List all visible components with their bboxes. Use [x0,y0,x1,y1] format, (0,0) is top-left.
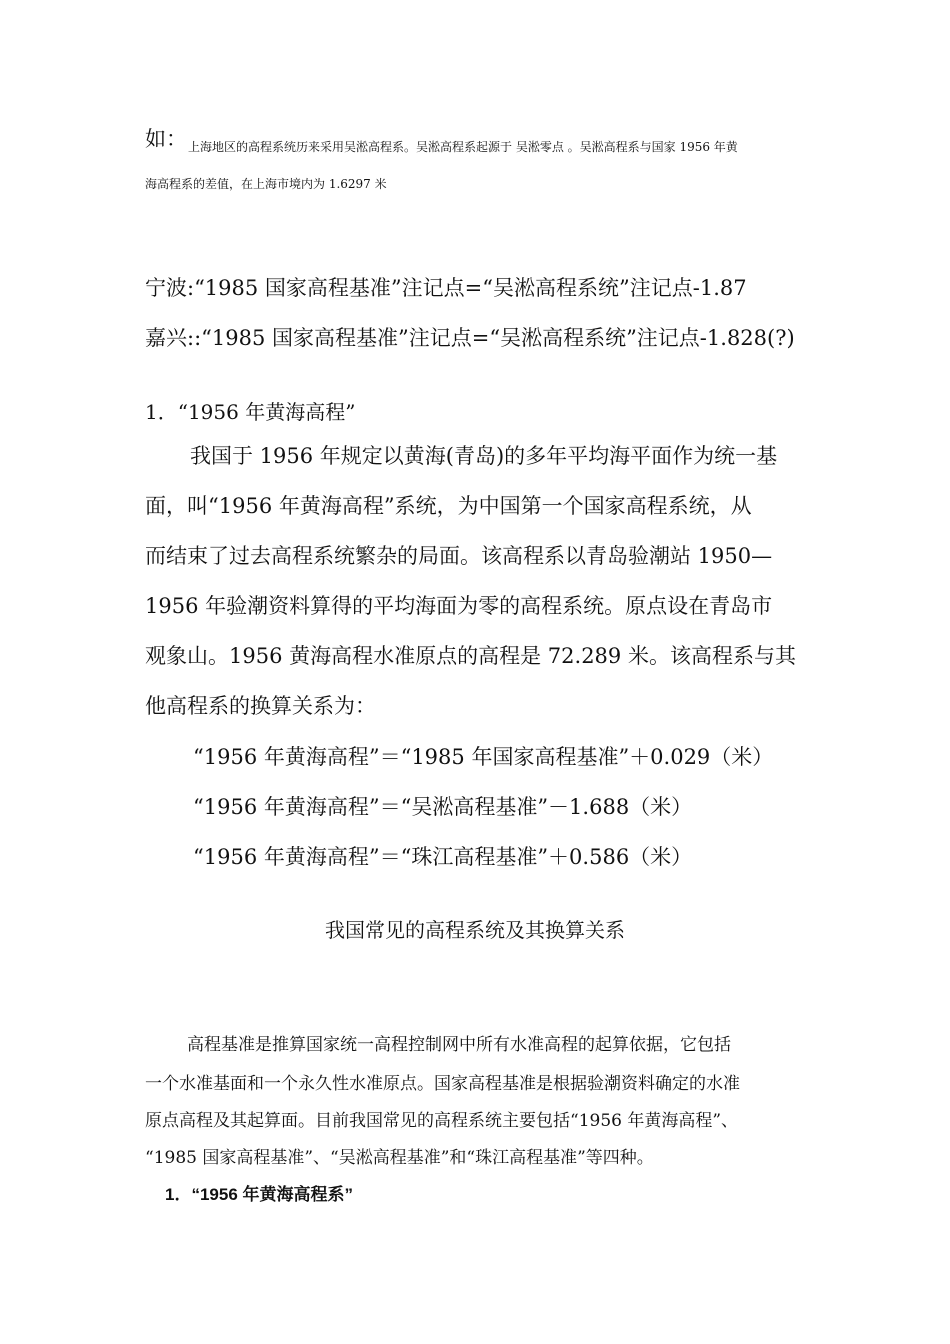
section-2-heading: 1．“1956 年黄海高程系” [165,1185,353,1204]
paragraph-line: 一个水准基面和一个永久性水准原点。国家高程基准是根据验潮资料确定的水准 [145,1074,740,1094]
paragraph-line: 他高程系的换算关系为： [145,694,376,718]
paragraph-line: 观象山。1956 黄海高程水准原点的高程是 72.289 米。该高程系与其 [145,644,796,668]
section-1-heading: 1．“1956 年黄海高程” [145,400,356,424]
intro-line-2: 海高程系的差值，在上海市境内为 1.6297 米 [145,177,387,191]
paragraph-line: “1985 国家高程基准”、“吴淞高程基准”和“珠江高程基准”等四种。 [145,1148,654,1168]
formula-1: “1956 年黄海高程”＝“1985 年国家高程基准”＋0.029（米） [193,745,774,769]
intro-prefix: 如： [145,127,187,151]
formula-3: “1956 年黄海高程”＝“珠江高程基准”＋0.586（米） [193,845,693,869]
paragraph-line: 我国于 1956 年规定以黄海(青岛)的多年平均海平面作为统一基 [190,444,778,468]
paragraph-line: 面，叫“1956 年黄海高程”系统，为中国第一个国家高程系统，从 [145,494,752,518]
intro-line-1: 上海地区的高程系统历来采用吴淞高程系。吴淞高程系起源于 吴淞零点 。吴淞高程系与国家 1956 年黄 [188,140,738,154]
ningbo-conversion: 宁波:“1985 国家高程基准”注记点=“吴淞高程系统”注记点-1.87 [145,276,747,300]
paragraph-line: 高程基准是推算国家统一高程控制网中所有水准高程的起算依据，它包括 [187,1035,731,1055]
jiaxing-conversion: 嘉兴::“1985 国家高程基准”注记点=“吴淞高程系统”注记点-1.828(?) [145,326,795,350]
paragraph-line: 而结束了过去高程系统繁杂的局面。该高程系以青岛验潮站 1950— [145,544,773,568]
paragraph-line: 原点高程及其起算面。目前我国常见的高程系统主要包括“1956 年黄海高程”、 [145,1111,739,1131]
formula-2: “1956 年黄海高程”＝“吴淞高程基准”－1.688（米） [193,795,693,819]
section-title: 我国常见的高程系统及其换算关系 [325,918,625,942]
paragraph-line: 1956 年验潮资料算得的平均海面为零的高程系统。原点设在青岛市 [145,594,773,618]
